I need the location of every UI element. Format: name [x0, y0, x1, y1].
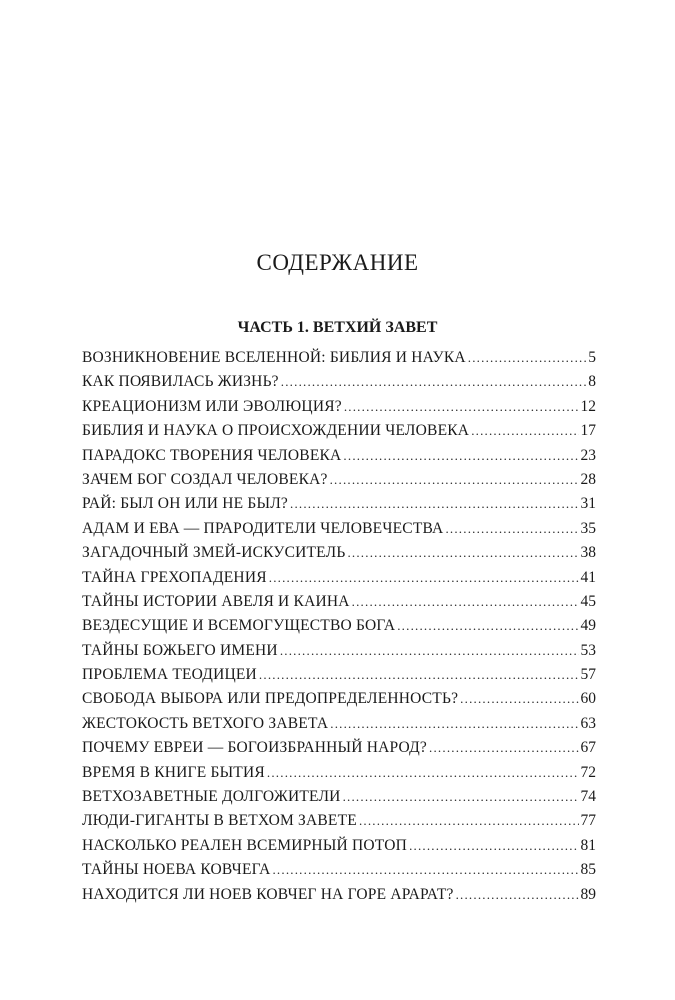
- toc-entry: [82, 883, 596, 907]
- toc-entry-page: 31: [580, 495, 596, 513]
- toc-entry: [82, 517, 596, 541]
- dot-leader: [468, 346, 586, 370]
- dot-leader: [344, 395, 579, 419]
- toc-entry-title: ВРЕМЯ В КНИГЕ БЫТИЯ: [82, 763, 265, 781]
- toc-entry-page: 23: [580, 446, 596, 464]
- dot-leader: [343, 785, 579, 809]
- toc-entry-page: 85: [580, 861, 596, 879]
- toc-entry: [82, 785, 596, 809]
- toc-entry: [82, 492, 596, 516]
- dot-leader: [343, 444, 578, 468]
- toc-entry-title: ТАЙНА ГРЕХОПАДЕНИЯ: [82, 568, 267, 586]
- toc-entry-title: ЖЕСТОКОСТЬ ВЕТХОГО ЗАВЕТА: [82, 714, 329, 732]
- dot-leader: [280, 639, 579, 663]
- toc-entry: [82, 687, 596, 711]
- dot-leader: [445, 517, 578, 541]
- dot-leader: [352, 590, 579, 614]
- toc-entry: [82, 663, 596, 687]
- toc-entry: [82, 370, 596, 394]
- toc-entry-title: ВЕТХОЗАВЕТНЫЕ ДОЛГОЖИТЕЛИ: [82, 788, 341, 806]
- toc-entry-title: ПАРАДОКС ТВОРЕНИЯ ЧЕЛОВЕКА: [82, 446, 342, 464]
- toc-entry-page: 45: [580, 592, 596, 610]
- dot-leader: [290, 492, 579, 516]
- dot-leader: [359, 809, 579, 833]
- toc-entry: [82, 419, 596, 443]
- toc-entry: [82, 395, 596, 419]
- toc-entry-title: ПРОБЛЕМА ТЕОДИЦЕИ: [82, 666, 257, 684]
- toc-entry: [82, 590, 596, 614]
- toc-entry-page: 67: [580, 739, 596, 757]
- toc-entry-page: 57: [580, 666, 596, 684]
- toc-entry-page: 60: [580, 690, 596, 708]
- toc-entry-title: НАХОДИТСЯ ЛИ НОЕВ КОВЧЕГ НА ГОРЕ АРАРАТ?: [82, 885, 454, 903]
- toc-entry-title: ЗАГАДОЧНЫЙ ЗМЕЙ-ИСКУСИТЕЛЬ: [82, 544, 346, 562]
- toc-entry: [82, 736, 596, 760]
- dot-leader: [267, 761, 579, 785]
- toc-entry: [82, 712, 596, 736]
- dot-leader: [456, 883, 579, 907]
- toc-entry-page: 74: [580, 788, 596, 806]
- dot-leader: [397, 614, 578, 638]
- toc-entry-page: 38: [580, 544, 596, 562]
- toc-entry-title: АДАМ И ЕВА — ПРАРОДИТЕЛИ ЧЕЛОВЕЧЕСТВА: [82, 519, 444, 537]
- toc-entry-title: ПОЧЕМУ ЕВРЕИ — БОГОИЗБРАННЫЙ НАРОД?: [82, 739, 428, 757]
- toc-entry-page: 5: [588, 349, 596, 366]
- toc-entry: [82, 809, 596, 833]
- toc-entry-page: 53: [580, 641, 596, 659]
- toc-entry: [82, 346, 596, 370]
- dot-leader: [347, 541, 578, 565]
- toc-entry-page: 17: [580, 422, 596, 440]
- dot-leader: [330, 468, 579, 492]
- toc-entry: [82, 614, 596, 638]
- toc-entry-page: 81: [580, 836, 596, 854]
- toc-entry-title: ТАЙНЫ ИСТОРИИ АВЕЛЯ И КАИНА: [82, 592, 350, 610]
- toc-entry: [82, 468, 596, 492]
- dot-leader: [429, 736, 578, 760]
- toc-entry-title: ЗАЧЕМ БОГ СОЗДАЛ ЧЕЛОВЕКА?: [82, 470, 328, 488]
- dot-leader: [259, 663, 579, 687]
- toc-entry-title: КАК ПОЯВИЛАСЬ ЖИЗНЬ?: [82, 373, 279, 391]
- toc-entry-page: 63: [580, 714, 596, 732]
- toc-entry-page: 28: [580, 470, 596, 488]
- toc-list: [82, 346, 596, 907]
- toc-entry-page: 12: [580, 397, 596, 415]
- toc-entry-page: 35: [580, 519, 596, 537]
- toc-entry: [82, 444, 596, 468]
- toc-entry-title: КРЕАЦИОНИЗМ ИЛИ ЭВОЛЮЦИЯ?: [82, 397, 342, 415]
- dot-leader: [460, 687, 578, 711]
- toc-entry-title: ТАЙНЫ НОЕВА КОВЧЕГА: [82, 861, 271, 879]
- dot-leader: [269, 566, 579, 590]
- part-heading: ЧАСТЬ 1. ВЕТХИЙ ЗАВЕТ: [237, 319, 438, 336]
- dot-leader: [272, 858, 578, 882]
- toc-entry: [82, 858, 596, 882]
- toc-entry-title: ВОЗНИКНОВЕНИЕ ВСЕЛЕННОЙ: БИБЛИЯ И НАУКА: [82, 349, 466, 366]
- toc-entry-page: 72: [580, 763, 596, 781]
- toc-entry-title: СВОБОДА ВЫБОРА ИЛИ ПРЕДОПРЕДЕЛЕННОСТЬ?: [82, 690, 459, 708]
- toc-entry: [82, 566, 596, 590]
- toc-entry-page: 77: [580, 812, 596, 830]
- dot-leader: [471, 419, 578, 443]
- toc-entry-title: НАСКОЛЬКО РЕАЛЕН ВСЕМИРНЫЙ ПОТОП: [82, 836, 408, 854]
- toc-entry-page: 8: [588, 373, 596, 391]
- toc-entry-page: 89: [580, 885, 596, 903]
- toc-entry-title: БИБЛИЯ И НАУКА О ПРОИСХОЖДЕНИИ ЧЕЛОВЕКА: [82, 422, 470, 440]
- toc-entry-title: ЛЮДИ-ГИГАНТЫ В ВЕТХОМ ЗАВЕТЕ: [82, 812, 357, 830]
- toc-entry-title: ВЕЗДЕСУЩИЕ И ВСЕМОГУЩЕСТВО БОГА: [82, 617, 396, 635]
- dot-leader: [330, 712, 578, 736]
- toc-entry-title: РАЙ: БЫЛ ОН ИЛИ НЕ БЫЛ?: [82, 495, 288, 513]
- toc-entry: [82, 639, 596, 663]
- toc-entry: [82, 834, 596, 858]
- toc-entry-title: ТАЙНЫ БОЖЬЕГО ИМЕНИ: [82, 641, 278, 659]
- dot-leader: [409, 834, 578, 858]
- toc-entry-page: 49: [580, 617, 596, 635]
- dot-leader: [281, 370, 586, 394]
- toc-entry-page: 41: [580, 568, 596, 586]
- contents-heading: СОДЕРЖАНИЕ: [256, 250, 419, 275]
- toc-entry: [82, 761, 596, 785]
- toc-entry: [82, 541, 596, 565]
